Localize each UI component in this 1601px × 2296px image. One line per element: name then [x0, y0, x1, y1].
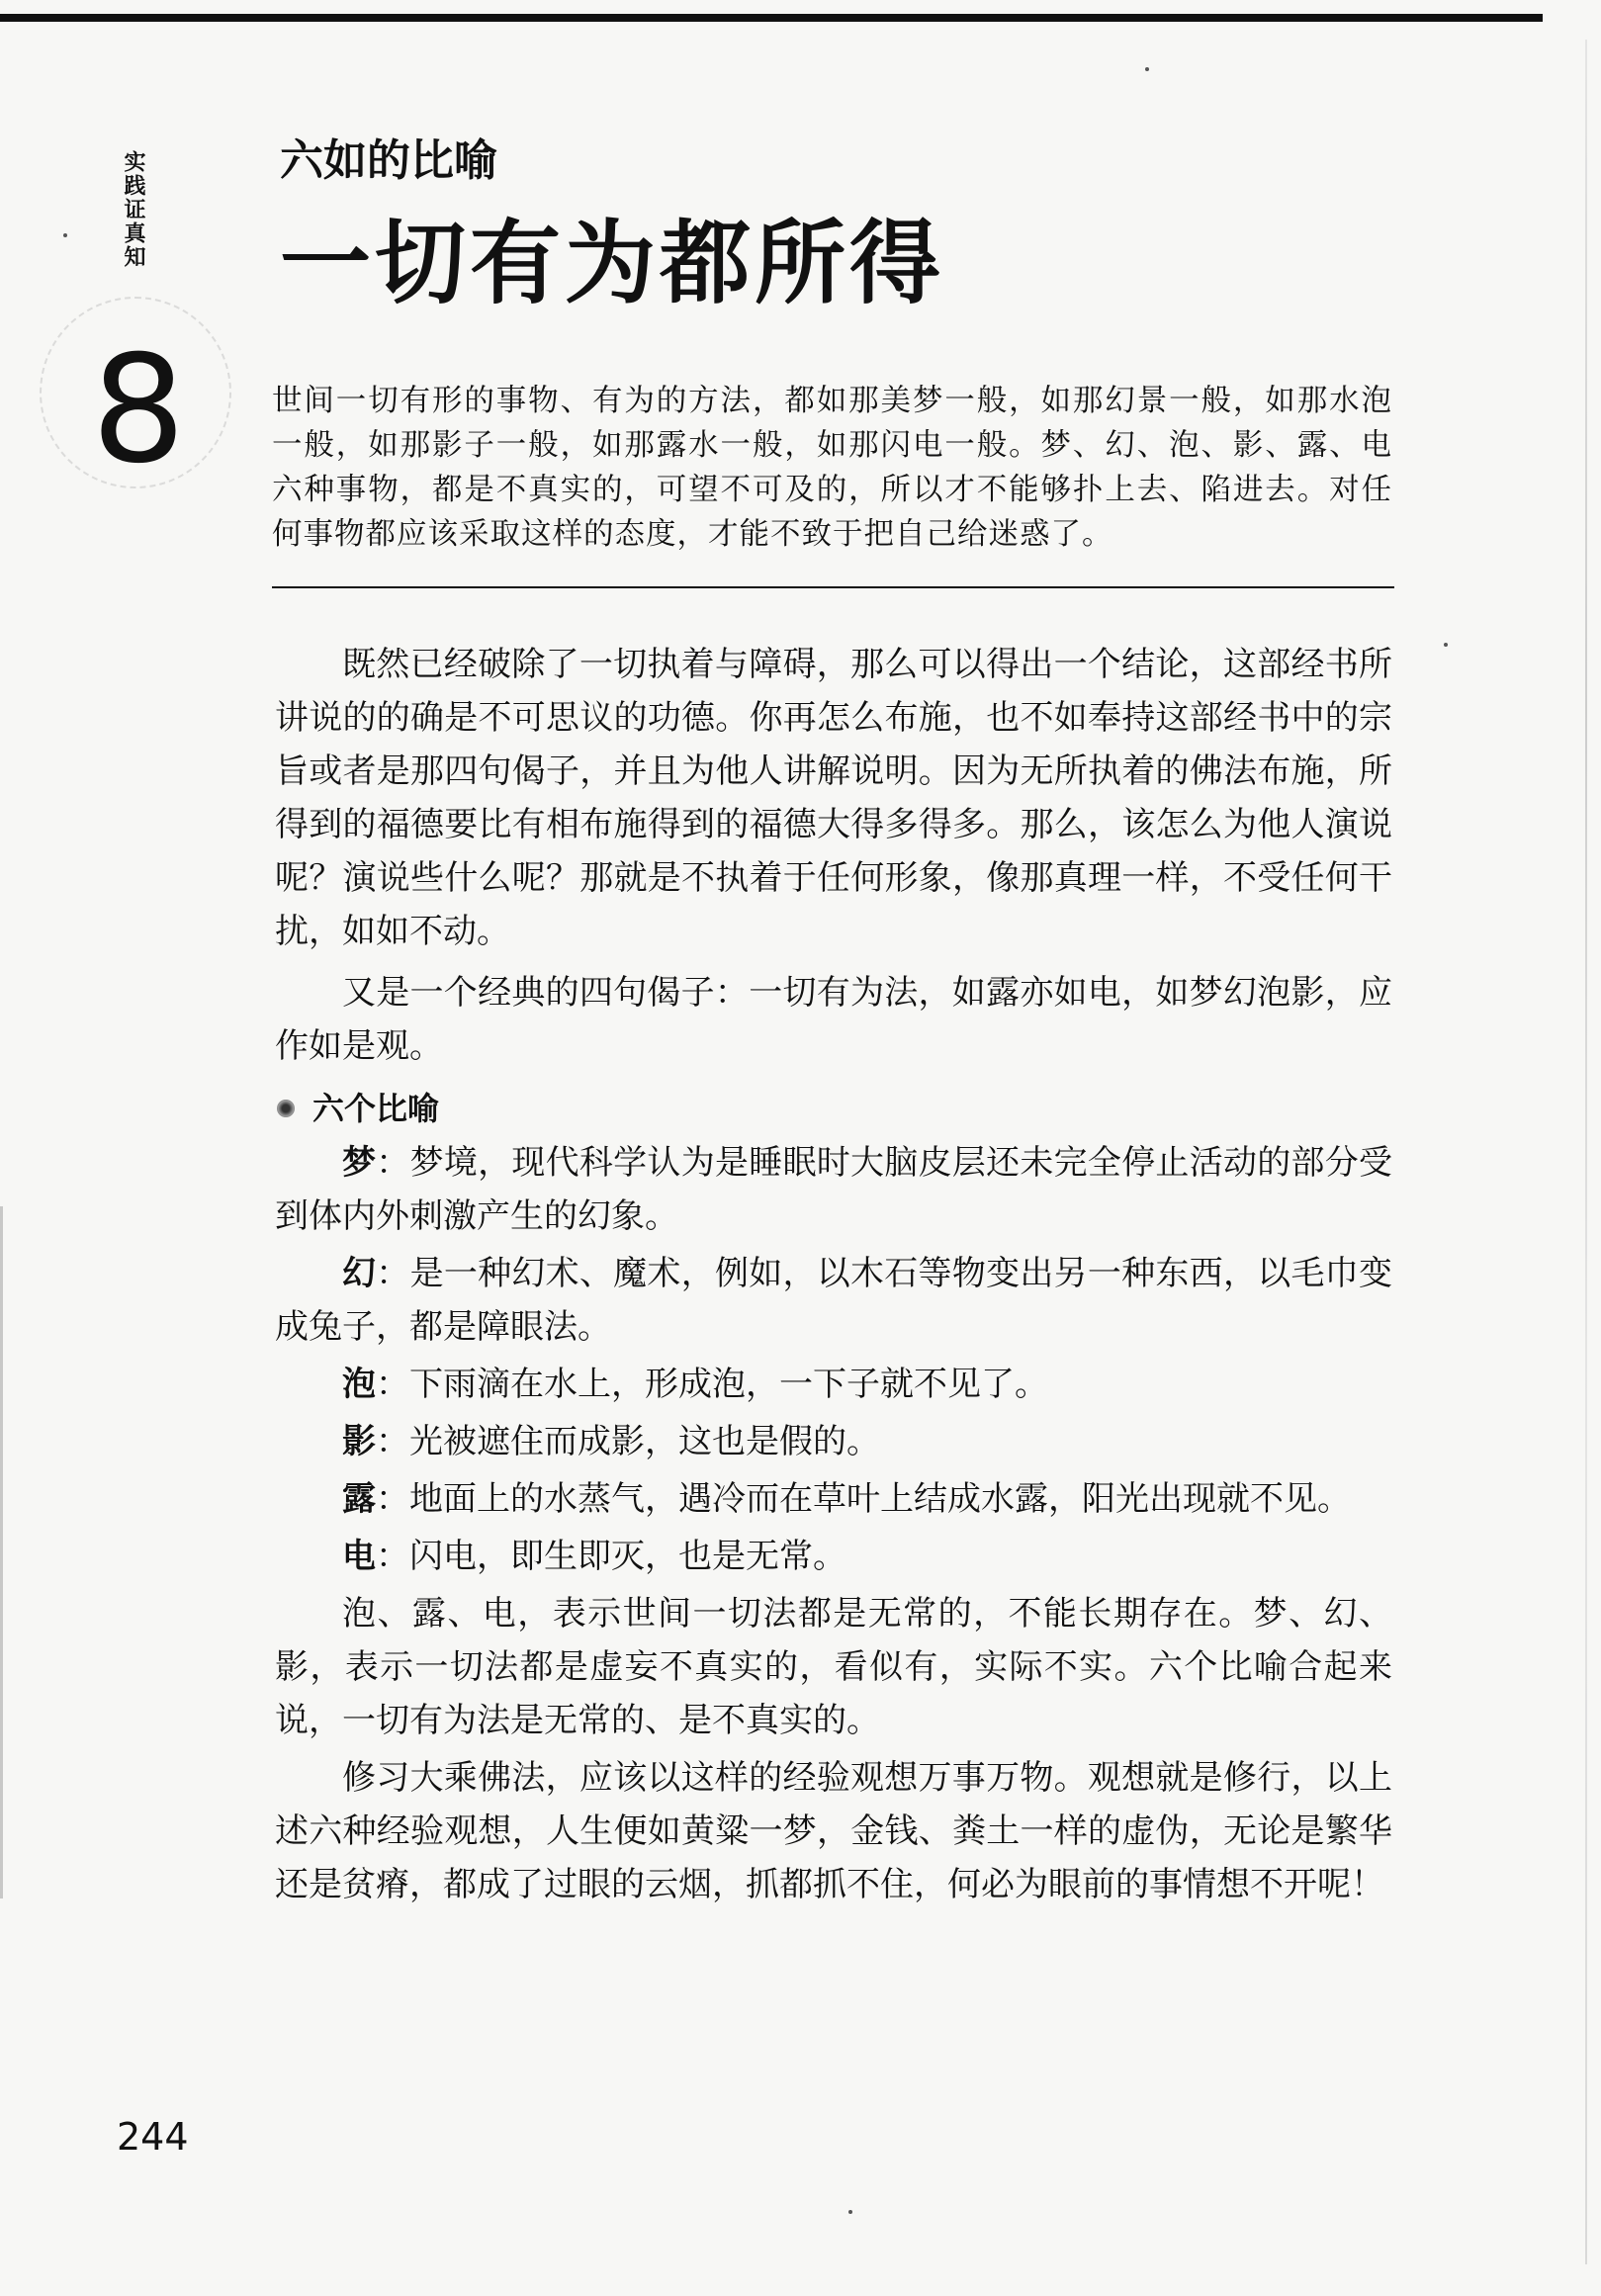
page-left-edge — [0, 1206, 3, 1899]
page-right-edge — [1585, 40, 1587, 2264]
definition-item — [275, 1358, 1392, 1411]
definition-term: 泡 — [342, 1365, 376, 1404]
definition-separator: ： — [376, 1537, 409, 1576]
summary-paragraph: 世间一切有形的事物、有为的方法，都如那美梦一般，如那幻景一般，如那水泡一般，如那影子一般，如那露水一般，如那闪电一般。梦、幻、泡、影、露、电六种事物，都是不真实的，可望不可及的，所以才不能够扑上去、陷进去。对任何事物都应该采取这样的态度，才能不致于把自己给迷惑了。 — [272, 384, 1392, 552]
definition-text: 地面上的水蒸气，遇冷而在草叶上结成水露，阳光出现就不见。 — [409, 1479, 1351, 1519]
scan-speck — [1145, 67, 1149, 71]
scan-speck — [848, 2210, 852, 2214]
chapter-number: 8 — [91, 324, 186, 496]
definition-item — [275, 1530, 1392, 1583]
scan-speck — [1444, 643, 1448, 647]
section-heading-label: 六个比喻 — [312, 1090, 440, 1127]
definition-item — [275, 1415, 1392, 1468]
definition-term: 电 — [342, 1537, 376, 1576]
definition-text: 光被遮住而成影，这也是假的。 — [409, 1422, 880, 1461]
body-paragraph: 泡、露、电，表示世间一切法都是无常的，不能长期存在。梦、幻、影，表示一切法都是虚妄不真实的，看似有，实际不实。六个比喻合起来说，一切有为法是无常的、是不真实的。 — [275, 1594, 1392, 1740]
definition-text: 梦境，现代科学认为是睡眠时大脑皮层还未完全停止活动的部分受到体内外刺激产生的幻象。 — [275, 1143, 1393, 1236]
definition-term: 露 — [342, 1479, 376, 1519]
definition-text: 是一种幻术、魔术，例如，以木石等物变出另一种东西，以毛巾变成兔子，都是障眼法。 — [275, 1254, 1393, 1347]
definition-term: 幻 — [342, 1254, 377, 1293]
top-rule — [0, 14, 1543, 22]
body-text — [275, 638, 1392, 1911]
definition-term: 梦 — [342, 1143, 377, 1183]
definition-item — [275, 1472, 1392, 1526]
definition-separator: ： — [376, 1143, 410, 1183]
definition-text: 闪电，即生即灭，也是无常。 — [409, 1537, 846, 1576]
section-heading — [275, 1085, 1392, 1132]
definition-separator: ： — [376, 1254, 410, 1293]
running-section-label: 实践证真知 — [121, 150, 145, 269]
definition-item — [275, 1247, 1392, 1354]
body-paragraph: 修习大乘佛法，应该以这样的经验观想万事万物。观想就是修行，以上述六种经验观想，人生便如黄粱一梦，金钱、粪土一样的虚伪，无论是繁华还是贫瘠，都成了过眼的云烟，抓都抓不住，何必为眼前的事情想不开呢！ — [275, 1758, 1392, 1904]
definition-separator: ： — [376, 1479, 409, 1519]
definition-separator: ： — [376, 1365, 409, 1404]
definition-separator: ： — [376, 1422, 409, 1461]
article-subtitle: 六如的比喻 — [280, 135, 497, 186]
summary-divider — [272, 586, 1394, 588]
bullet-icon — [277, 1100, 295, 1117]
definition-term: 影 — [342, 1422, 376, 1461]
scan-speck — [63, 233, 67, 237]
article-title: 一切有为都所得 — [280, 211, 945, 316]
page-number: 244 — [117, 2115, 189, 2159]
definition-text: 下雨滴在水上，形成泡，一下子就不见了。 — [409, 1365, 1048, 1404]
body-paragraph: 既然已经破除了一切执着与障碍，那么可以得出一个结论，这部经书所讲说的的确是不可思议的功德。你再怎么布施，也不如奉持这部经书中的宗旨或者是那四句偈子，并且为他人讲解说明。因为无所执着的佛法布施，所得到的福德要比有相布施得到的福德大得多得多。那么，该怎么为他人演说呢？演说些什么呢？那就是不执着于任何形象，像那真理一样，不受任何干扰，如如不动。 — [275, 645, 1392, 951]
body-paragraph: 又是一个经典的四句偈子：一切有为法，如露亦如电，如梦幻泡影，应作如是观。 — [275, 973, 1392, 1066]
definition-item — [275, 1136, 1392, 1243]
